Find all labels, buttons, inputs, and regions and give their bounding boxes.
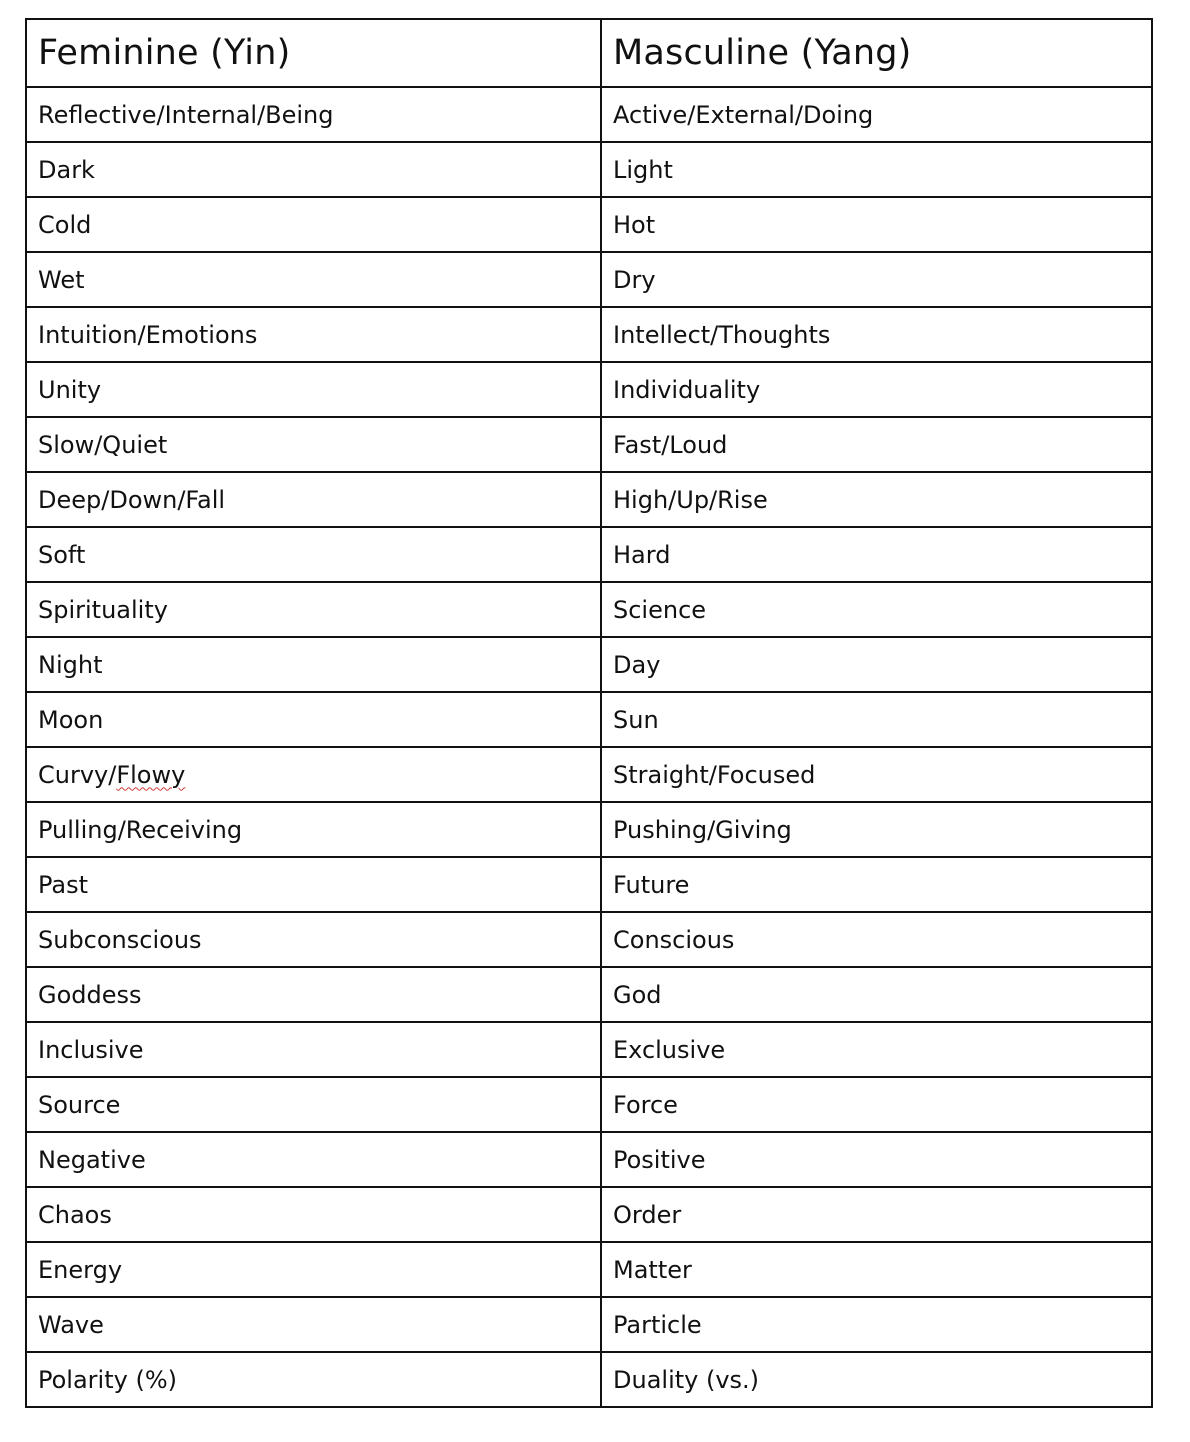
table-row: [26, 912, 1152, 967]
table-row: [26, 1352, 1152, 1407]
header-row: [26, 19, 1152, 87]
table-row: [26, 362, 1152, 417]
feminine-cell: Dark: [26, 142, 601, 197]
masculine-cell: Duality (vs.): [601, 1352, 1152, 1407]
masculine-cell: Matter: [601, 1242, 1152, 1297]
feminine-cell: Polarity (%): [26, 1352, 601, 1407]
masculine-cell: Hot: [601, 197, 1152, 252]
feminine-cell: Spirituality: [26, 582, 601, 637]
feminine-cell: Soft: [26, 527, 601, 582]
masculine-cell: Future: [601, 857, 1152, 912]
feminine-cell: Unity: [26, 362, 601, 417]
masculine-cell: Straight/Focused: [601, 747, 1152, 802]
table-row: [26, 1242, 1152, 1297]
masculine-cell: Positive: [601, 1132, 1152, 1187]
feminine-cell: Chaos: [26, 1187, 601, 1242]
feminine-cell: Goddess: [26, 967, 601, 1022]
masculine-cell: God: [601, 967, 1152, 1022]
masculine-cell: Light: [601, 142, 1152, 197]
masculine-cell: Pushing/Giving: [601, 802, 1152, 857]
feminine-cell: Moon: [26, 692, 601, 747]
masculine-cell: Force: [601, 1077, 1152, 1132]
table-row: [26, 692, 1152, 747]
table-row: [26, 252, 1152, 307]
feminine-cell: Wet: [26, 252, 601, 307]
spellcheck-flagged-word: Flowy: [116, 760, 186, 789]
table-row: [26, 967, 1152, 1022]
table-row: [26, 1187, 1152, 1242]
table-row: [26, 527, 1152, 582]
feminine-cell: Subconscious: [26, 912, 601, 967]
masculine-cell: Science: [601, 582, 1152, 637]
table-row: [26, 747, 1152, 802]
table-row: [26, 1022, 1152, 1077]
feminine-cell: Past: [26, 857, 601, 912]
masculine-cell: Fast/Loud: [601, 417, 1152, 472]
table-row: [26, 142, 1152, 197]
table-row: [26, 417, 1152, 472]
masculine-cell: Dry: [601, 252, 1152, 307]
feminine-cell: Cold: [26, 197, 601, 252]
yin-yang-table: [25, 18, 1153, 1408]
table-row: [26, 857, 1152, 912]
table-row: [26, 472, 1152, 527]
table-row: [26, 1297, 1152, 1352]
feminine-cell: Slow/Quiet: [26, 417, 601, 472]
masculine-cell: Individuality: [601, 362, 1152, 417]
masculine-cell: High/Up/Rise: [601, 472, 1152, 527]
feminine-cell: Source: [26, 1077, 601, 1132]
feminine-cell: Reflective/Internal/Being: [26, 87, 601, 142]
feminine-cell: Energy: [26, 1242, 601, 1297]
feminine-cell: Pulling/Receiving: [26, 802, 601, 857]
header-feminine: Feminine (Yin): [26, 19, 601, 87]
table-row: [26, 1132, 1152, 1187]
table-row: [26, 637, 1152, 692]
feminine-cell: Deep/Down/Fall: [26, 472, 601, 527]
masculine-cell: Order: [601, 1187, 1152, 1242]
table-row: [26, 197, 1152, 252]
feminine-cell: Intuition/Emotions: [26, 307, 601, 362]
masculine-cell: Active/External/Doing: [601, 87, 1152, 142]
feminine-cell: Negative: [26, 1132, 601, 1187]
table-row: [26, 582, 1152, 637]
masculine-cell: Hard: [601, 527, 1152, 582]
masculine-cell: Sun: [601, 692, 1152, 747]
feminine-cell: Night: [26, 637, 601, 692]
table-row: [26, 87, 1152, 142]
table-body: [26, 87, 1152, 1407]
table-row: [26, 1077, 1152, 1132]
masculine-cell: Particle: [601, 1297, 1152, 1352]
header-masculine: Masculine (Yang): [601, 19, 1152, 87]
feminine-cell: Curvy/Flowy: [26, 747, 601, 802]
feminine-cell: Inclusive: [26, 1022, 601, 1077]
masculine-cell: Day: [601, 637, 1152, 692]
masculine-cell: Intellect/Thoughts: [601, 307, 1152, 362]
table-row: [26, 802, 1152, 857]
masculine-cell: Exclusive: [601, 1022, 1152, 1077]
table-row: [26, 307, 1152, 362]
masculine-cell: Conscious: [601, 912, 1152, 967]
feminine-cell: Wave: [26, 1297, 601, 1352]
